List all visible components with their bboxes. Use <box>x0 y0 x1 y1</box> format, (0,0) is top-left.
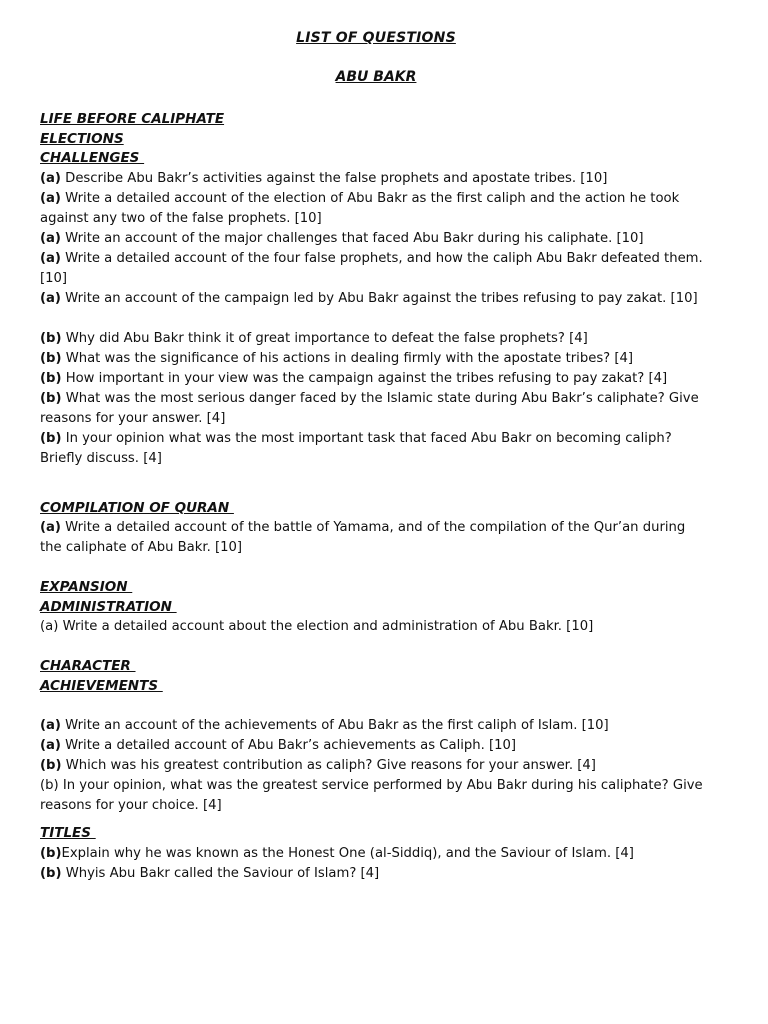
question-prefix: (a) <box>40 520 61 535</box>
question-item <box>40 864 710 884</box>
question-item <box>40 844 710 864</box>
heading-achievements: ACHIEVEMENTS <box>40 677 163 694</box>
spacer <box>40 816 710 824</box>
question-item <box>40 776 710 816</box>
question-text: Write an account of the campaign led by Abu Bakr against the tribes refusing to pay zakat. [10] <box>60 290 698 306</box>
question-item <box>40 369 710 389</box>
question-item <box>40 169 710 189</box>
document-subtitle: ABU BAKR <box>335 69 417 85</box>
question-text: Write a detailed account of the four false prophets, and how the caliph Abu Bakr defeated them. [10] <box>40 250 703 286</box>
question-text: Write an account of the achievements of Abu Bakr as the first caliph of Islam. [10] <box>60 718 609 733</box>
question-prefix: (b) <box>40 370 62 386</box>
heading-administration: ADMINISTRATION <box>40 598 177 615</box>
question-prefix: (a) <box>40 250 61 266</box>
question-text: In your opinion, what was the greatest service performed by Abu Bakr during his caliphate? Give reasons for your choice. [4] <box>40 778 703 813</box>
question-text: Write an account of the major challenges that faced Abu Bakr during his caliphate. [10] <box>60 230 644 246</box>
spacer <box>40 696 710 716</box>
question-prefix: (b) <box>40 330 62 346</box>
question-text: What was the most serious danger faced by the Islamic state during Abu Bakr’s caliphate? Give reasons for your answer. [4] <box>40 390 699 426</box>
heading-titles: TITLES <box>40 825 96 841</box>
question-prefix: (a) <box>40 190 61 206</box>
question-prefix: (b) <box>40 758 62 773</box>
question-item <box>40 289 710 309</box>
question-text: Write a detailed account of the election of Abu Bakr as the first caliph and the action he took against any two of the false prophets. [10] <box>40 190 680 226</box>
question-prefix: (a) <box>40 738 61 753</box>
question-prefix: (b) <box>40 778 59 793</box>
spacer <box>40 558 710 578</box>
heading-compilation-of-quran: COMPILATION OF QURAN <box>40 499 234 516</box>
heading-life-before-caliphate: LIFE BEFORE CALIPHATE <box>40 111 225 127</box>
question-prefix: (a) <box>40 290 61 306</box>
question-text: Whyis Abu Bakr called the Saviour of Islam? [4] <box>61 865 380 881</box>
question-item <box>40 617 710 637</box>
question-prefix: (a) <box>40 230 61 246</box>
question-prefix: (a) <box>40 718 61 733</box>
question-text: Why did Abu Bakr think it of great importance to defeat the false prophets? [4] <box>61 330 588 346</box>
question-prefix: (a) <box>40 170 61 186</box>
question-item <box>40 229 710 249</box>
question-text: Describe Abu Bakr’s activities against the false prophets and apostate tribes. [10] <box>60 170 608 186</box>
heading-challenges: CHALLENGES <box>40 150 145 166</box>
question-prefix: (b) <box>40 350 62 366</box>
question-prefix: (b) <box>40 390 62 406</box>
question-prefix: (a) <box>40 619 59 634</box>
question-text: Write a detailed account of the battle of Yamama, and of the compilation of the Qur’an during the caliphate of Abu Bakr. [10] <box>40 520 686 555</box>
question-item <box>40 429 710 469</box>
question-text: In your opinion what was the most important task that faced Abu Bakr on becoming caliph? Briefly discuss. [4] <box>40 430 672 466</box>
question-item <box>40 249 710 289</box>
question-prefix: (b) <box>40 845 62 861</box>
question-item <box>40 189 710 229</box>
question-text: Write a detailed account about the election and administration of Abu Bakr. [10] <box>58 619 594 634</box>
heading-expansion: EXPANSION <box>40 579 133 595</box>
question-text: Explain why he was known as the Honest One (al-Siddiq), and the Saviour of Islam. [4] <box>61 845 634 861</box>
heading-character: CHARACTER <box>40 658 136 674</box>
question-item <box>40 389 710 429</box>
question-text: Which was his greatest contribution as caliph? Give reasons for your answer. [4] <box>61 758 596 773</box>
question-prefix: (b) <box>40 865 62 881</box>
document-title: LIST OF QUESTIONS <box>296 30 456 46</box>
question-item <box>40 329 710 349</box>
question-prefix: (b) <box>40 430 62 446</box>
question-text: Write a detailed account of Abu Bakr’s achievements as Caliph. [10] <box>60 738 517 753</box>
spacer <box>40 469 710 499</box>
document-body <box>40 110 710 884</box>
question-item <box>40 716 710 736</box>
question-text: What was the significance of his actions in dealing firmly with the apostate tribes? [4] <box>61 350 634 366</box>
question-text: How important in your view was the campaign against the tribes refusing to pay zakat? [4] <box>61 370 668 386</box>
heading-elections: ELECTIONS <box>40 130 124 147</box>
question-item <box>40 756 710 776</box>
spacer <box>40 637 710 657</box>
question-item <box>40 349 710 369</box>
question-item <box>40 736 710 756</box>
question-item <box>40 518 710 558</box>
spacer <box>40 309 710 329</box>
